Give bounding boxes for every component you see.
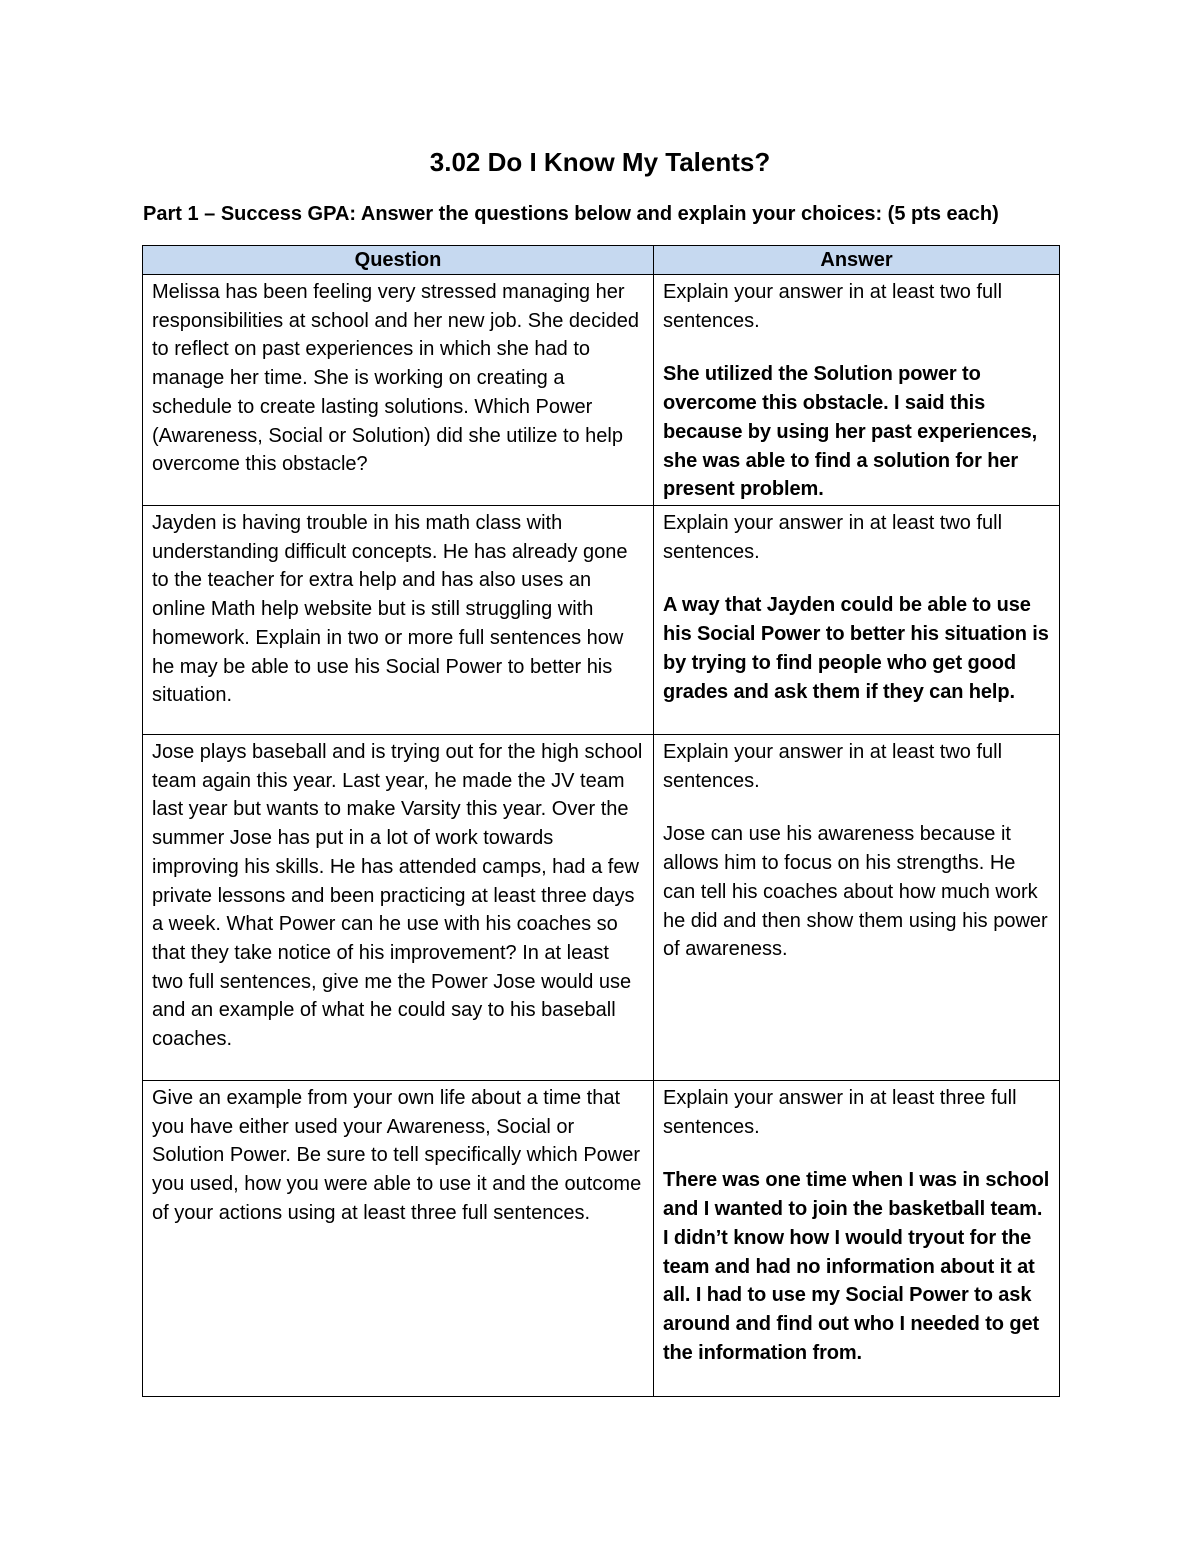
- answer-column-header: Answer: [654, 246, 1060, 275]
- answer-prompt: Explain your answer in at least two full sentences.: [663, 512, 1003, 563]
- question-cell: Jayden is having trouble in his math class with understanding difficult concepts. He has already gone to the teacher for extra help and has also uses an online Math help website but is still struggling with homework. Explain in two or more full sentences how he may be able to use his Social Power to better his situation.: [143, 506, 654, 735]
- table-row: [143, 735, 1060, 1081]
- answer-prompt: Explain your answer in at least two full sentences.: [663, 281, 1003, 332]
- question-column-header: Question: [143, 246, 654, 275]
- answer-text: A way that Jayden could be able to use his Social Power to better his situation is by trying to find people who get good grades and ask them if they can help.: [663, 594, 1049, 703]
- table-header-row: [143, 246, 1060, 275]
- answer-prompt: Explain your answer in at least two full sentences.: [663, 741, 1003, 792]
- question-cell: Melissa has been feeling very stressed managing her responsibilities at school and her new job. She decided to reflect on past experiences in which she had to manage her time. She is working on creating a schedule to create lasting solutions. Which Power (Awareness, Social or Solution) did she utilize to help overcome this obstacle?: [143, 275, 654, 506]
- answer-spacer: [663, 566, 1051, 591]
- answer-cell: [654, 275, 1060, 506]
- answer-cell: [654, 1081, 1060, 1397]
- table-row: [143, 506, 1060, 735]
- answer-prompt: Explain your answer in at least three full sentences.: [663, 1087, 1017, 1138]
- section-heading: Part 1 – Success GPA: Answer the questions below and explain your choices: (5 pts each): [143, 203, 999, 225]
- table-row: [143, 1081, 1060, 1397]
- answer-text: She utilized the Solution power to overcome this obstacle. I said this because by using her past experiences, she was able to find a solution for her present problem.: [663, 363, 1038, 501]
- table-row: [143, 275, 1060, 506]
- answer-spacer: [663, 1141, 1051, 1166]
- question-answer-table: [142, 245, 1060, 1397]
- answer-spacer: [663, 795, 1051, 820]
- document-title: 3.02 Do I Know My Talents?: [429, 147, 771, 177]
- answer-text: There was one time when I was in school and I wanted to join the basketball team. I didn’t know how I would tryout for the team and had no information about it at all. I had to use my Social Power to ask around and find out who I needed to get the information from.: [663, 1169, 1050, 1364]
- question-cell: Give an example from your own life about a time that you have either used your Awareness, Social or Solution Power. Be sure to tell specifically which Power you used, how you were able to use it and the outcome of your actions using at least three full sentences.: [143, 1081, 654, 1397]
- answer-cell: [654, 506, 1060, 735]
- answer-cell: [654, 735, 1060, 1081]
- question-cell: Jose plays baseball and is trying out for the high school team again this year. Last year, he made the JV team last year but wants to make Varsity this year. Over the summer Jose has put in a lot of work towards improving his skills. He has attended camps, had a few private lessons and been practicing at least three days a week. What Power can he use with his coaches so that they take notice of his improvement? In at least two full sentences, give me the Power Jose would use and an example of what he could say to his baseball coaches.: [143, 735, 654, 1081]
- answer-spacer: [663, 335, 1051, 360]
- answer-text: Jose can use his awareness because it allows him to focus on his strengths. He can tell his coaches about how much work he did and then show them using his power of awareness.: [663, 823, 1048, 961]
